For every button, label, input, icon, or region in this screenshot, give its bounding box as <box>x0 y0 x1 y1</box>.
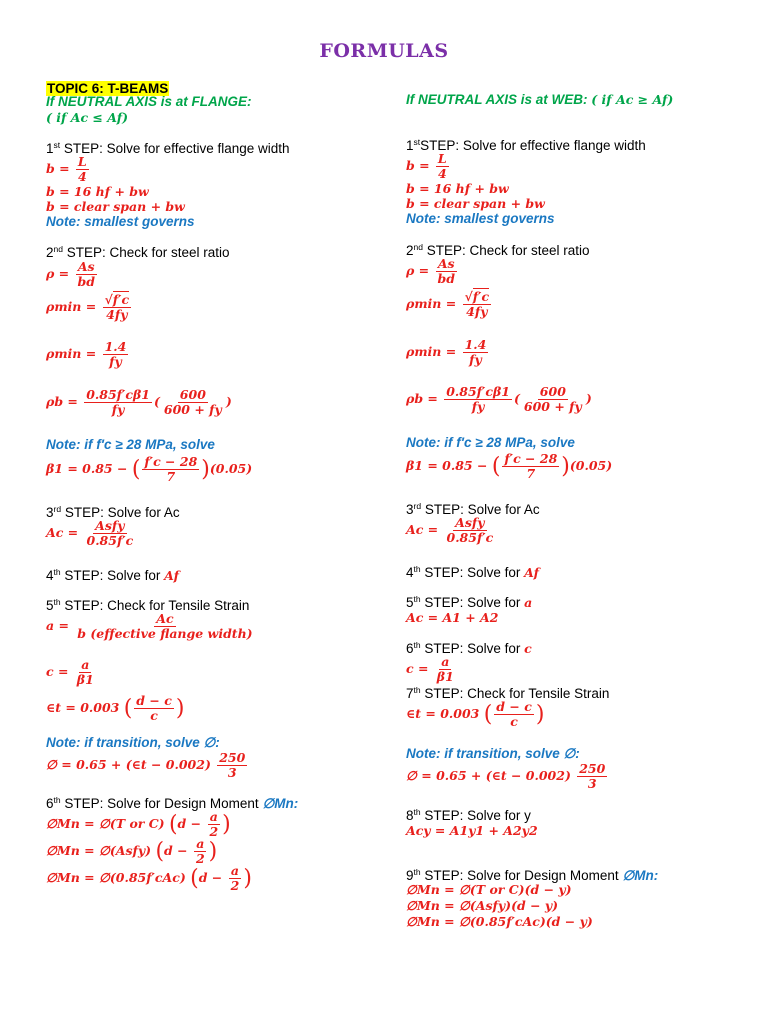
step-5-heading: 5th STEP: Check for Tensile Strain <box>46 597 250 613</box>
formula-rho-r: ρ = $\frac{As}{bd}$ <box>406 256 455 286</box>
note-fc-28: Note: if f′c ≥ 28 MPa, solve <box>46 437 215 452</box>
formula-epsilon: ∈t = 0.003 ( $\frac{d - c}{c}$ ) <box>46 693 185 723</box>
formula-b-span-r: b = clear span + bw <box>406 196 545 211</box>
step-1-heading-r: 1stSTEP: Solve for effective flange width <box>406 137 646 153</box>
note-transition-r: Note: if transition, solve ∅: <box>406 746 580 761</box>
formula-beta1: β1 = 0.85 − ( $\frac{f'c - 28}{7}$ )(0.05) <box>46 454 253 484</box>
formula-mn-085fc-r: ∅Mn = ∅(0.85f′cAc)(d − y) <box>406 914 593 929</box>
topic-label: TOPIC 6: T-BEAMS <box>47 81 169 96</box>
web-case-heading: If NEUTRAL AXIS is at WEB: ( if Ac ≥ Af) <box>406 92 674 107</box>
step-4-heading-r: 4th STEP: Solve for Af <box>406 564 540 580</box>
formula-b-L-r: b = $\frac{L}{4}$ <box>406 151 447 181</box>
step-9-heading-r: 9th STEP: Solve for Design Moment ∅Mn: <box>406 867 659 883</box>
formula-mn-085fc: ∅Mn = ∅(0.85f′cAc) (d − $\frac{a}{2}$ ) <box>46 863 252 893</box>
formula-rho-min-14-r: ρmin = $\frac{1.4}{fy}$ <box>406 337 487 367</box>
formula-b-hf: b = 16 hf + bw <box>46 184 149 199</box>
step-1-heading: 1st STEP: Solve for effective flange width <box>46 140 290 156</box>
note-smallest-governs: Note: smallest governs <box>46 214 195 229</box>
step-2-heading-r: 2nd STEP: Check for steel ratio <box>406 242 590 258</box>
formula-mn-TC: ∅Mn = ∅(T or C) (d − $\frac{a}{2}$ ) <box>46 809 231 839</box>
formula-rho-min-14: ρmin = $\frac{1.4}{fy}$ <box>46 339 127 369</box>
formula-phi: ∅ = 0.65 + (∈t − 0.002) $\frac{250}{3}$ <box>46 750 246 780</box>
formula-rho-b-r: ρb = $\frac{0.85f'c\beta 1}{fy}$ ( $\frac{600}{600 + fy}$ ) <box>406 384 592 414</box>
step-6-heading: 6th STEP: Solve for Design Moment ∅Mn: <box>46 795 299 811</box>
flange-case-condition: ( if Ac ≤ Af) <box>46 110 129 125</box>
formula-b-L: b = $\frac{L}{4}$ <box>46 154 87 184</box>
formula-Ac-r: Ac = $\frac{\text{Asfy}}{0.85f'c}$ <box>406 515 494 545</box>
step-6-heading-r: 6th STEP: Solve for c <box>406 640 532 656</box>
formula-Acy: Acy = A1y1 + A2y2 <box>406 823 538 838</box>
formula-rho: ρ = $\frac{As}{bd}$ <box>46 259 95 289</box>
step-4-heading: 4th STEP: Solve for Af <box>46 567 180 583</box>
formula-c-r: c = $\frac{a}{\beta 1}$ <box>406 654 454 684</box>
step-3-heading: 3rd STEP: Solve for Ac <box>46 504 180 520</box>
formula-rho-min-sqrt-r: ρmin = $\frac{√f'c}{4fy}$ <box>406 289 490 319</box>
formula-mn-Asfy: ∅Mn = ∅(Asfy) (d − $\frac{a}{2}$ ) <box>46 836 218 866</box>
formula-Ac: Ac = $\frac{\text{Asfy}}{0.85f'c}$ <box>46 518 134 548</box>
flange-case-heading: If NEUTRAL AXIS is at FLANGE: <box>46 94 252 109</box>
formula-epsilon-r: ∈t = 0.003 ( $\frac{d - c}{c}$ ) <box>406 699 545 729</box>
formula-beta1-r: β1 = 0.85 − ( $\frac{f'c - 28}{7}$ )(0.05) <box>406 451 613 481</box>
formula-b-span: b = clear span + bw <box>46 199 185 214</box>
step-2-heading: 2nd STEP: Check for steel ratio <box>46 244 230 260</box>
formula-rho-b: ρb = $\frac{0.85f'c\beta 1}{fy}$ ( $\frac{600}{600 + fy}$ ) <box>46 387 232 417</box>
step-7-heading-r: 7th STEP: Check for Tensile Strain <box>406 685 610 701</box>
formula-mn-Asfy-r: ∅Mn = ∅(Asfy)(d − y) <box>406 898 559 913</box>
step-8-heading-r: 8th STEP: Solve for y <box>406 807 531 823</box>
note-fc-28-r: Note: if f′c ≥ 28 MPa, solve <box>406 435 575 450</box>
note-transition: Note: if transition, solve ∅: <box>46 735 220 750</box>
formula-a: a = $\frac{Ac}{\text{b (effective flange width)}}$ <box>46 611 253 641</box>
formula-b-hf-r: b = 16 hf + bw <box>406 181 509 196</box>
note-smallest-governs-r: Note: smallest governs <box>406 211 555 226</box>
formula-Ac-sum: Ac = A1 + A2 <box>406 610 499 625</box>
step-3-heading-r: 3rd STEP: Solve for Ac <box>406 501 540 517</box>
step-5-heading-r: 5th STEP: Solve for a <box>406 594 533 610</box>
formula-rho-min-sqrt: ρmin = $\frac{√f'c}{4fy}$ <box>46 292 130 322</box>
page-title: FORMULAS <box>319 40 449 62</box>
formula-mn-TC-r: ∅Mn = ∅(T or C)(d − y) <box>406 882 572 897</box>
formula-phi-r: ∅ = 0.65 + (∈t − 0.002) $\frac{250}{3}$ <box>406 761 606 791</box>
formula-c: c = $\frac{a}{\beta 1}$ <box>46 657 94 687</box>
